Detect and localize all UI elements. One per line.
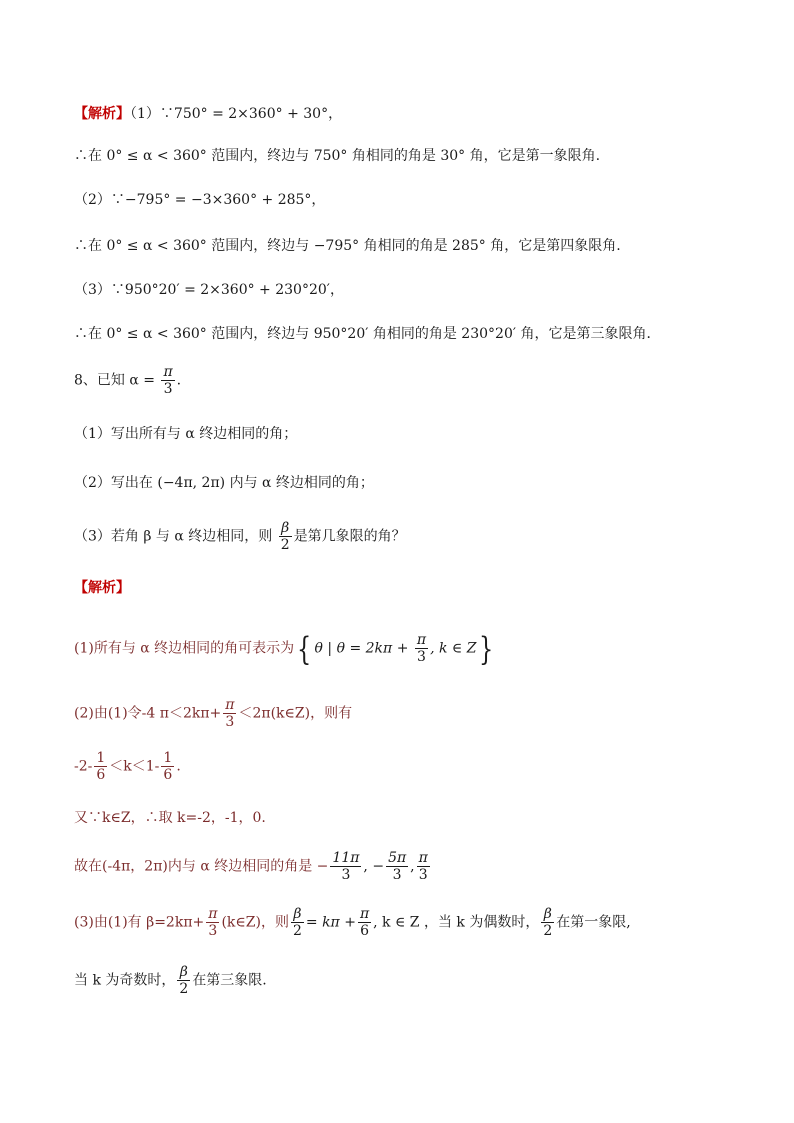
line-text: , −: [363, 858, 385, 875]
fraction: [541, 906, 554, 939]
denominator: 2: [179, 981, 189, 997]
question-8-part-3: [74, 520, 406, 553]
line-text: 在第一象限,: [556, 914, 631, 931]
denominator: 2: [280, 537, 290, 553]
line-text: .: [176, 758, 181, 775]
denominator: 6: [163, 767, 173, 783]
denominator: 3: [386, 866, 408, 883]
solution-line-3: [74, 190, 325, 210]
fraction: [279, 520, 292, 553]
set-expression: , k ∈ Z: [430, 640, 477, 657]
punctuation: .: [176, 372, 182, 389]
line-text: (3)由(1)有 β=2kπ+: [74, 914, 205, 931]
line-text: （1）写出所有与 α 终边相同的角；: [74, 426, 298, 442]
fraction: [415, 632, 428, 665]
fraction: [206, 906, 219, 939]
line-text: 故在(-4π，2π)内与 α 终边相同的角是 −: [74, 858, 329, 875]
line-text: ＜k＜1-: [109, 758, 160, 775]
denominator: 2: [543, 923, 553, 939]
line-text: -2-: [74, 758, 93, 775]
fraction: [177, 964, 190, 997]
denominator: 6: [358, 922, 371, 939]
line-text: 是第几象限的角？: [293, 528, 406, 545]
numerator: 11π: [332, 850, 360, 866]
fraction: [291, 906, 304, 939]
line-text: ,: [410, 858, 415, 875]
left-brace: {: [297, 629, 312, 668]
fraction: [161, 750, 174, 783]
question-8: [74, 364, 181, 397]
fraction: [358, 906, 371, 939]
fraction: [386, 850, 408, 883]
solution-line-2: [74, 146, 600, 166]
numerator: 1: [96, 750, 106, 766]
line-text: 又∵k∈Z，∴取 k=-2，-1，0.: [74, 810, 266, 826]
numerator: β: [281, 520, 290, 536]
numerator: π: [163, 364, 173, 380]
fraction: [223, 697, 236, 730]
line-text: （3）∵950°20′ = 2×360° + 230°20′，: [74, 282, 344, 298]
solution-step-1: [74, 629, 497, 668]
question-8-part-2: [74, 473, 374, 493]
line-text: （1）∵750° = 2×360° + 30°，: [130, 106, 343, 122]
solution-line-4: [74, 236, 621, 256]
denominator: 6: [96, 767, 106, 783]
numerator: π: [208, 906, 218, 922]
solution-line-6: [74, 324, 660, 344]
numerator: 5π: [388, 850, 407, 866]
right-brace: }: [479, 629, 494, 668]
line-text: ∴在 0° ≤ α < 360° 范围内，终边与 950°20′ 角相同的角是 230°20′ 角，它是第三象限角．: [74, 326, 661, 342]
fraction: [94, 750, 107, 783]
line-text: （3）若角 β 与 α 终边相同，则: [74, 528, 273, 545]
solution-step-7: [74, 964, 267, 997]
line-text: （2）∵−795° = −3×360° + 285°，: [74, 192, 326, 208]
set-expression: θ | θ = 2kπ +: [314, 640, 409, 657]
line-text: （2）写出在 (−4π, 2π) 内与 α 终边相同的角；: [74, 475, 374, 491]
numerator: π: [418, 850, 428, 866]
question-8-part-1: [74, 424, 297, 444]
solution-line-5: [74, 280, 344, 300]
fraction: [161, 364, 174, 397]
line-text: (1)所有与 α 终边相同的角可表示为: [74, 640, 295, 657]
denominator: 3: [223, 713, 236, 730]
numerator: β: [543, 906, 552, 922]
fraction: [417, 850, 430, 883]
numerator: π: [359, 906, 370, 922]
denominator: 3: [206, 922, 219, 939]
question-text: 8、已知 α =: [74, 372, 155, 389]
numerator: π: [416, 632, 427, 648]
line-text: ＜2π(k∈Z)，则有: [238, 705, 353, 722]
numerator: 1: [163, 750, 173, 766]
line-text: 当 k 为奇数时，: [74, 972, 176, 989]
denominator: 3: [330, 866, 361, 883]
solution-line-1: [74, 104, 342, 124]
denominator: 3: [415, 648, 428, 665]
numerator: β: [293, 906, 302, 922]
solution-step-5: [74, 850, 432, 883]
line-text: (2)由(1)令-4 π＜2kπ+: [74, 705, 222, 722]
line-text: ∴在 0° ≤ α < 360° 范围内，终边与 750° 角相同的角是 30° 角，它是第一象限角.: [74, 148, 601, 164]
numerator: π: [225, 697, 235, 713]
solution-step-3: [74, 750, 181, 783]
numerator: β: [179, 964, 188, 980]
line-text: = kπ +: [305, 914, 356, 931]
line-text: (k∈Z)，则: [221, 914, 289, 931]
line-text: ∴在 0° ≤ α < 360° 范围内，终边与 −795° 角相同的角是 285° 角，它是第四象限角.: [74, 238, 621, 254]
solution-step-4: [74, 808, 266, 828]
line-text: 在第三象限.: [192, 972, 267, 989]
solution-step-2: [74, 697, 352, 730]
line-text: , k ∈ Z ，当 k 为偶数时，: [373, 914, 540, 931]
solution-heading: [74, 578, 130, 598]
denominator: 2: [292, 923, 302, 939]
analysis-tag: 【解析】: [74, 580, 130, 596]
analysis-tag: 【解析】: [74, 106, 130, 122]
solution-step-6: [74, 906, 631, 939]
fraction: [330, 850, 361, 883]
denominator: 3: [417, 866, 430, 883]
denominator: 3: [161, 380, 174, 397]
